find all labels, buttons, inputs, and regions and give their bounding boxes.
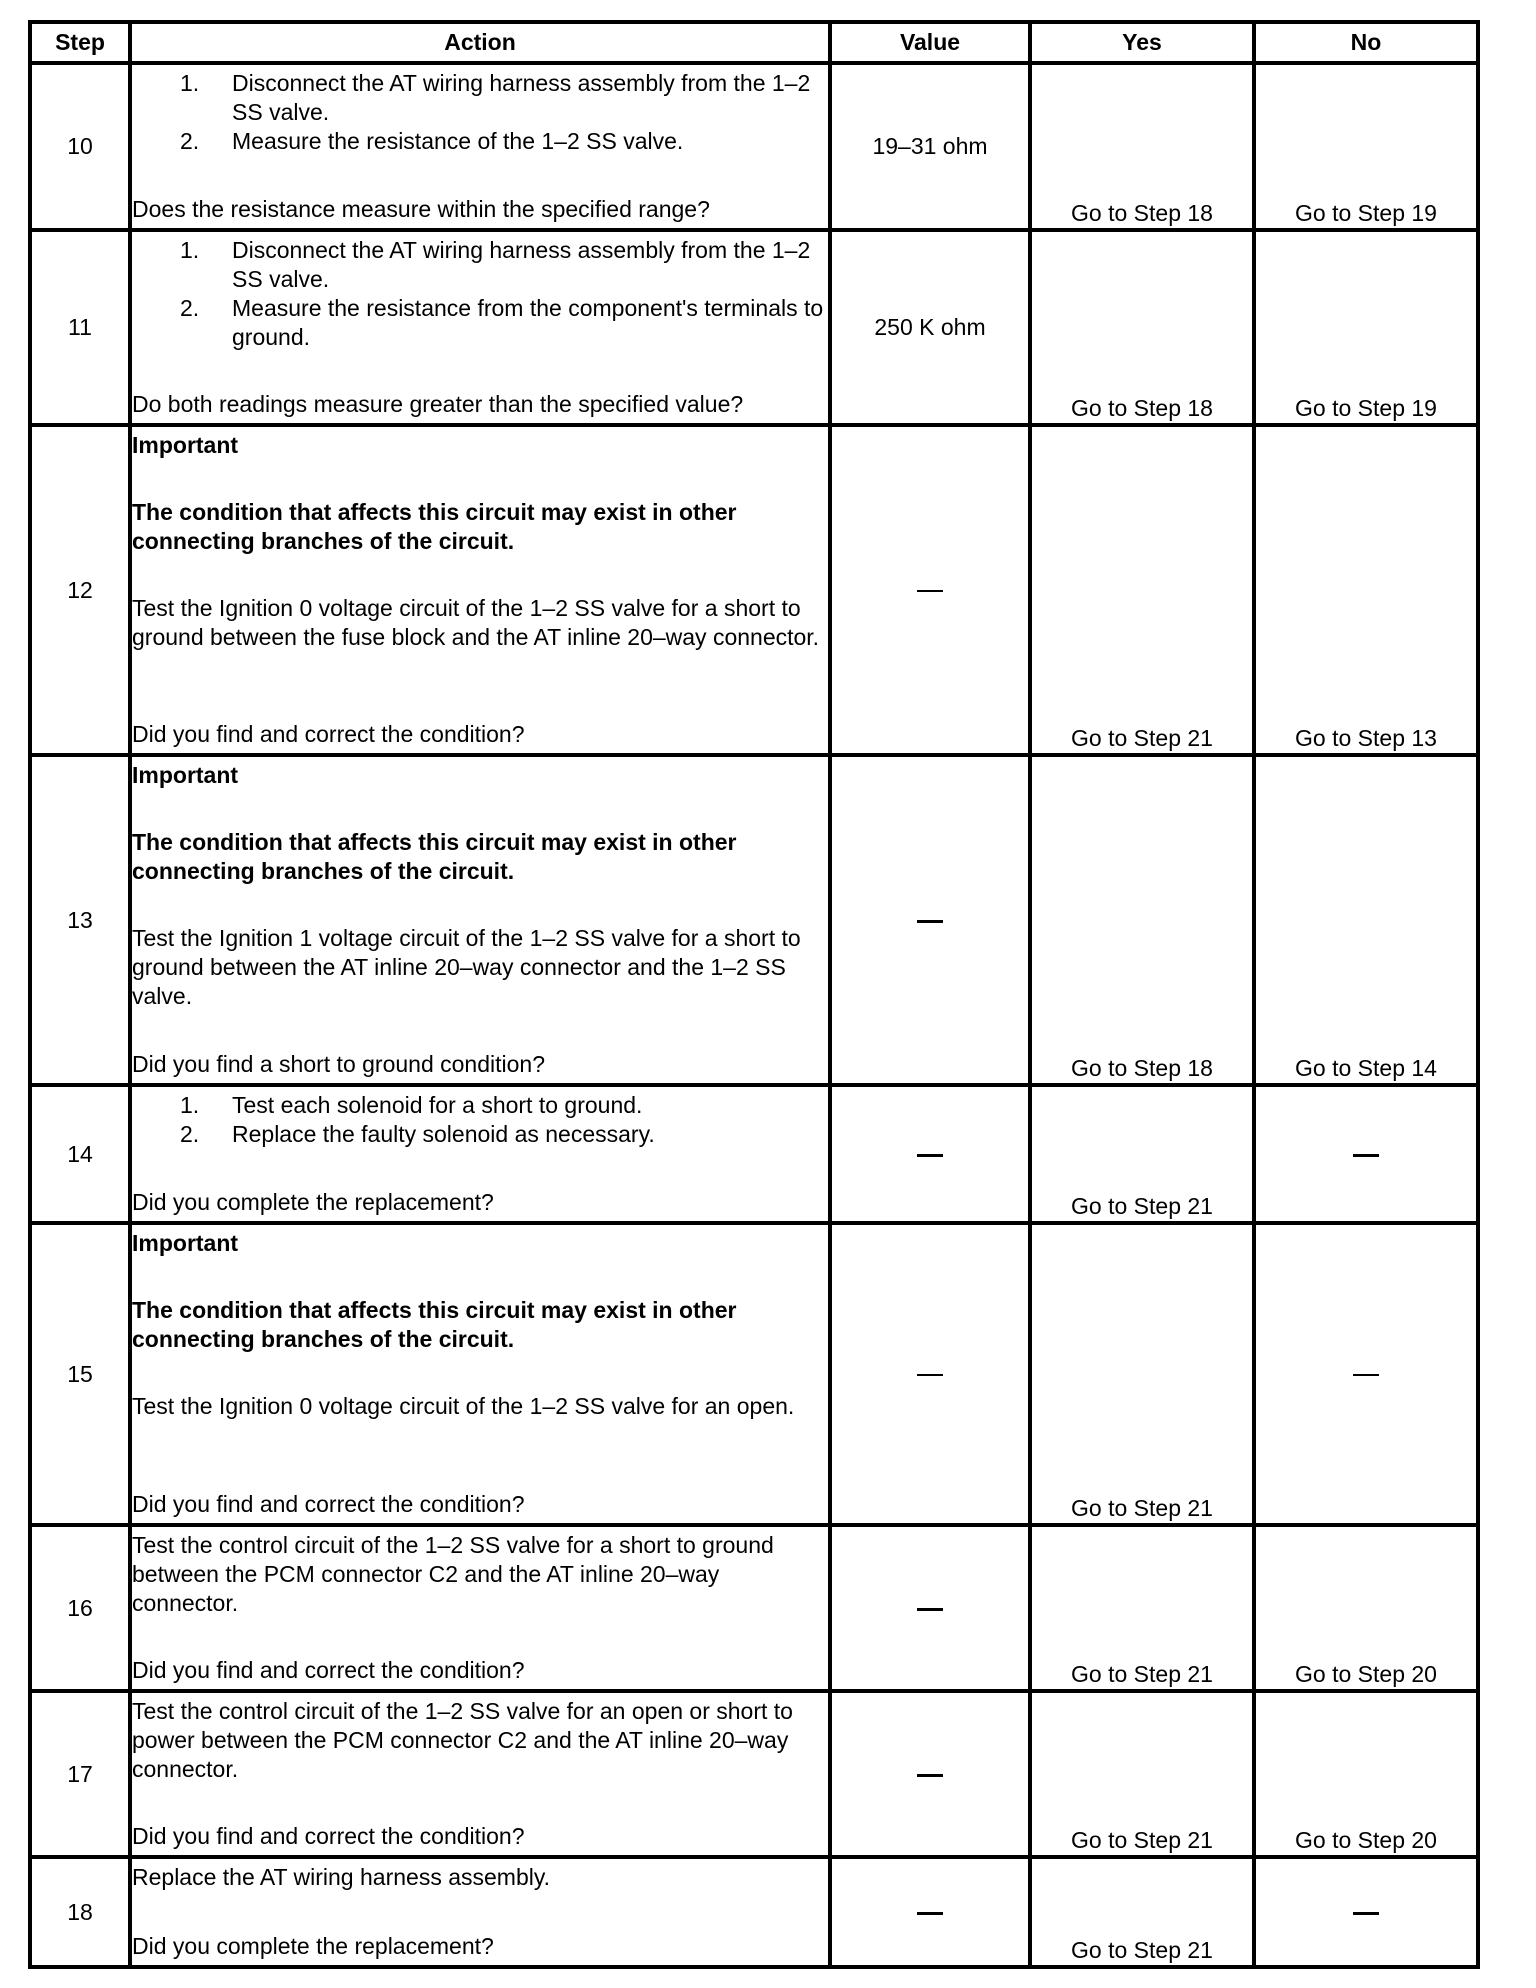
- value-cell: [830, 1223, 1030, 1525]
- no-cell: [1254, 1085, 1478, 1223]
- yes-cell: Go to Step 18: [1030, 63, 1254, 230]
- action-question: Does the resistance measure within the specified range?: [132, 196, 710, 222]
- dash-placeholder: [917, 1774, 943, 1777]
- dash-placeholder: [1353, 1154, 1379, 1157]
- dash-placeholder: [1353, 1374, 1379, 1376]
- yes-cell: Go to Step 21: [1030, 1525, 1254, 1691]
- yes-cell: Go to Step 18: [1030, 230, 1254, 425]
- important-text: The condition that affects this circuit may exist in other connecting branches of the circuit.: [132, 499, 737, 554]
- action-text: Test the Ignition 0 voltage circuit of the 1–2 SS valve for a short to ground between the fuse block and the AT inline 20–way connector.: [132, 595, 820, 650]
- yes-cell: Go to Step 21: [1030, 1857, 1254, 1967]
- value-cell: 19–31 ohm: [830, 63, 1030, 230]
- action-text: Test the Ignition 1 voltage circuit of the 1–2 SS valve for a short to ground between the AT inline 20–way connector and the 1–2 SS valve.: [132, 925, 801, 1009]
- value-cell: [830, 1085, 1030, 1223]
- dash-placeholder: [917, 1154, 943, 1157]
- action-question: Did you find and correct the condition?: [132, 1823, 525, 1849]
- dash-placeholder: [1353, 1912, 1379, 1915]
- action-cell: [130, 230, 830, 425]
- important-text: The condition that affects this circuit may exist in other connecting branches of the circuit.: [132, 829, 737, 884]
- dash-placeholder: [917, 1912, 943, 1915]
- action-question: Did you complete the replacement?: [132, 1189, 494, 1215]
- table-row: [30, 1691, 1478, 1857]
- action-steps: [132, 1091, 828, 1149]
- value-cell: [830, 425, 1030, 755]
- yes-cell: Go to Step 21: [1030, 425, 1254, 755]
- action-step: 1. Disconnect the AT wiring harness assembly from the 1–2 SS valve.: [180, 237, 811, 292]
- action-cell: [130, 425, 830, 755]
- action-cell: [130, 755, 830, 1085]
- action-header: Action: [130, 22, 830, 63]
- step-number: 17: [30, 1691, 130, 1857]
- step-number: 11: [30, 230, 130, 425]
- action-cell: [130, 63, 830, 230]
- action-step: 1. Disconnect the AT wiring harness assembly from the 1–2 SS valve.: [180, 70, 811, 125]
- no-cell: [1254, 1857, 1478, 1967]
- value-header: Value: [830, 22, 1030, 63]
- action-question: Did you find a short to ground condition?: [132, 1051, 545, 1077]
- value-cell: [830, 1857, 1030, 1967]
- yes-cell: Go to Step 21: [1030, 1085, 1254, 1223]
- action-cell: [130, 1223, 830, 1525]
- action-text: Test the Ignition 0 voltage circuit of the 1–2 SS valve for an open.: [132, 1393, 795, 1419]
- action-steps: [132, 69, 828, 156]
- dash-placeholder: [917, 1374, 943, 1376]
- value-cell: [830, 755, 1030, 1085]
- action-cell: [130, 1525, 830, 1691]
- header-row: [30, 22, 1478, 63]
- dash-placeholder: [917, 1608, 943, 1611]
- step-header: Step: [30, 22, 130, 63]
- table-row: [30, 1857, 1478, 1967]
- dash-placeholder: [917, 920, 943, 923]
- important-label: Important: [132, 1230, 239, 1256]
- yes-cell: Go to Step 21: [1030, 1691, 1254, 1857]
- no-header: No: [1254, 22, 1478, 63]
- important-text: The condition that affects this circuit may exist in other connecting branches of the circuit.: [132, 1297, 737, 1352]
- action-cell: [130, 1857, 830, 1967]
- step-number: 15: [30, 1223, 130, 1525]
- step-number: 16: [30, 1525, 130, 1691]
- important-label: Important: [132, 432, 239, 458]
- action-step: 1. Test each solenoid for a short to ground.: [180, 1092, 643, 1118]
- table-row: [30, 755, 1478, 1085]
- no-cell: Go to Step 14: [1254, 755, 1478, 1085]
- table-row: [30, 230, 1478, 425]
- yes-cell: Go to Step 18: [1030, 755, 1254, 1085]
- important-label: Important: [132, 762, 239, 788]
- table-row: [30, 63, 1478, 230]
- action-step: 2. Replace the faulty solenoid as necessary.: [180, 1121, 655, 1147]
- dash-placeholder: [917, 590, 943, 592]
- no-cell: [1254, 1223, 1478, 1525]
- yes-header: Yes: [1030, 22, 1254, 63]
- action-text: Test the control circuit of the 1–2 SS valve for a short to ground between the PCM connector C2 and the AT inline 20–way connector.: [132, 1532, 774, 1616]
- action-text: Test the control circuit of the 1–2 SS valve for an open or short to power between the PCM connector C2 and the AT inline 20–way connector.: [132, 1698, 793, 1782]
- table-row: [30, 1525, 1478, 1691]
- step-number: 13: [30, 755, 130, 1085]
- step-number: 12: [30, 425, 130, 755]
- action-steps: [132, 236, 828, 352]
- value-cell: 250 K ohm: [830, 230, 1030, 425]
- table-row: [30, 1223, 1478, 1525]
- action-question: Did you find and correct the condition?: [132, 721, 525, 747]
- no-cell: Go to Step 19: [1254, 63, 1478, 230]
- value-cell: [830, 1691, 1030, 1857]
- step-number: 18: [30, 1857, 130, 1967]
- action-question: Do both readings measure greater than the specified value?: [132, 391, 744, 417]
- no-cell: Go to Step 20: [1254, 1691, 1478, 1857]
- no-cell: Go to Step 20: [1254, 1525, 1478, 1691]
- yes-cell: Go to Step 21: [1030, 1223, 1254, 1525]
- action-question: Did you find and correct the condition?: [132, 1491, 525, 1517]
- action-question: Did you complete the replacement?: [132, 1933, 494, 1959]
- action-step: 2. Measure the resistance from the component's terminals to ground.: [180, 295, 824, 350]
- action-question: Did you find and correct the condition?: [132, 1657, 525, 1683]
- step-number: 14: [30, 1085, 130, 1223]
- action-cell: [130, 1691, 830, 1857]
- diagnostic-table: [28, 20, 1480, 1969]
- no-cell: Go to Step 19: [1254, 230, 1478, 425]
- action-text: Replace the AT wiring harness assembly.: [132, 1864, 551, 1890]
- value-cell: [830, 1525, 1030, 1691]
- table-row: [30, 425, 1478, 755]
- action-cell: [130, 1085, 830, 1223]
- step-number: 10: [30, 63, 130, 230]
- action-step: 2. Measure the resistance of the 1–2 SS valve.: [180, 128, 684, 154]
- no-cell: Go to Step 13: [1254, 425, 1478, 755]
- table-row: [30, 1085, 1478, 1223]
